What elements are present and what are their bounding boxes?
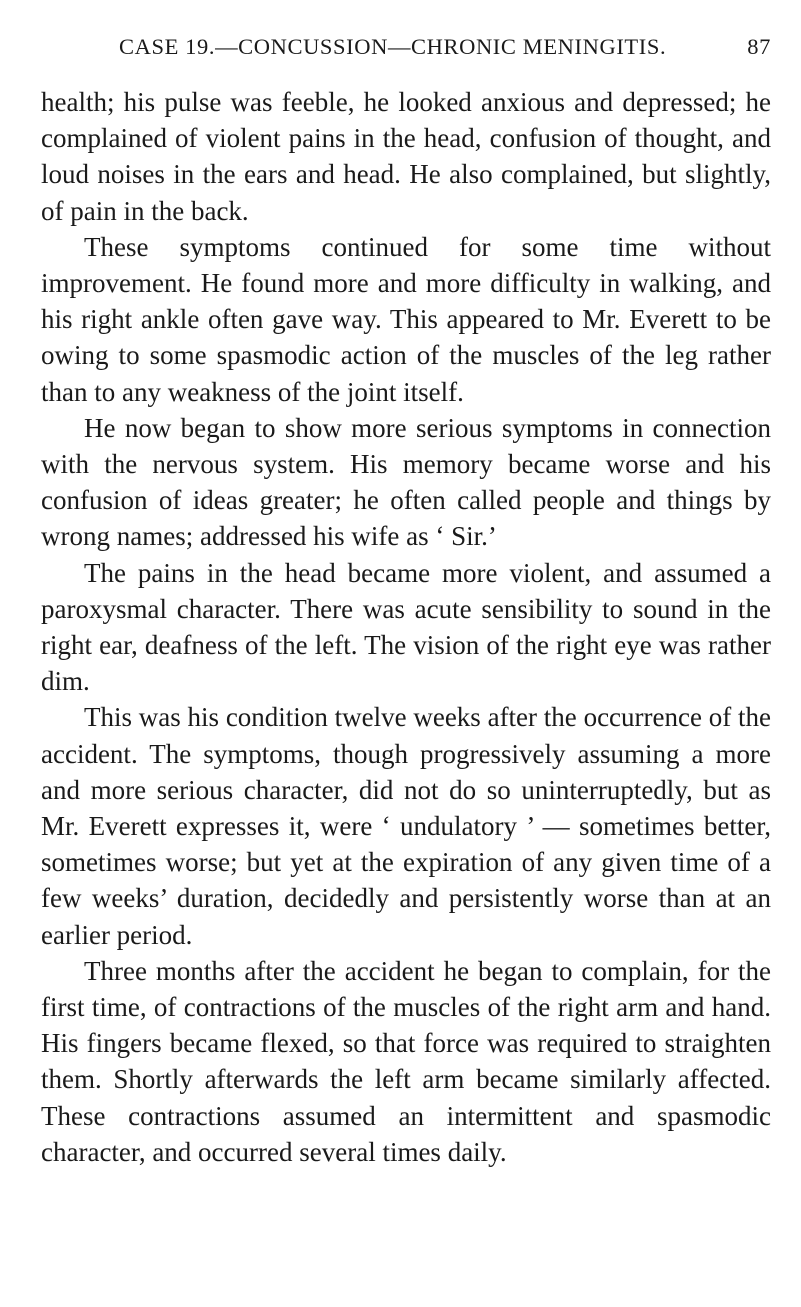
paragraph: This was his condition twelve weeks after the occurrence of the accident. The symptoms, though progressively assuming a more and more serious character, did not do so uninterruptedly, but as Mr. Everett expresses it, were ‘ undulatory ’ — sometimes better, sometimes worse; but yet at the expiration of any given time of a few weeks’ duration, decidedly and persistently worse than at an earlier period. — [41, 702, 771, 950]
paragraph: Three months after the accident he began to complain, for the first time, of contractions of the muscles of the right arm and hand. His fingers became flexed, so that force was required to straighten them. Shortly afterwards the left arm became similarly affected. These contractions assumed an intermittent and spasmodic character, and occurred several times daily. — [41, 955, 771, 1167]
paragraph: He now began to show more serious symptoms in connection with the nervous system. His memory became worse and his confusion of ideas greater; he often called people and things by wrong names; addressed his wife as ‘ Sir.’ — [41, 412, 771, 552]
page-number: 87 — [747, 34, 771, 59]
paragraph: The pains in the head became more violent, and assumed a paroxysmal character. There was acute sensibility to sound in the right ear, deafness of the left. The vision of the right eye was rather dim. — [41, 557, 771, 697]
body-text — [41, 84, 771, 1170]
running-title: CASE 19.—CONCUSSION—CHRONIC MENINGITIS. — [119, 34, 667, 59]
running-header — [41, 34, 771, 74]
paragraph-continued: health; his pulse was feeble, he looked anxious and depressed; he complained of violent pains in the head, confusion of thought, and loud noises in the ears and head. He also complained, but slightly, of pain in the back. — [41, 87, 771, 226]
paragraph: These symptoms continued for some time without improvement. He found more and more difficulty in walking, and his right ankle often gave way. This appeared to Mr. Everett to be owing to some spasmodic action of the muscles of the leg rather than to any weakness of the joint itself. — [41, 231, 771, 407]
